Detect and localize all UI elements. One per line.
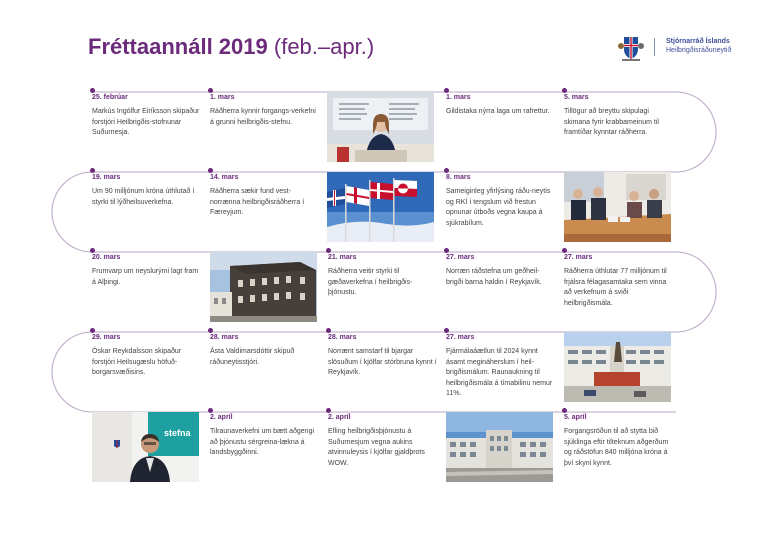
entry-text: Efling heilbrigðisþjónustu á Suðurnesjum vegna aukins atvinnuleysis í kjölfar gjaldþrots WOW. xyxy=(328,428,425,467)
entry-date: 8. mars xyxy=(446,174,471,181)
title-period: (feb.–apr.) xyxy=(273,34,375,59)
timeline-dot xyxy=(444,88,449,93)
timeline-entry xyxy=(564,92,674,139)
entry-text: Um 90 milljónum króna úthlutað í styrki til lýðheilsuverkefna. xyxy=(92,188,195,206)
timeline-entry xyxy=(92,172,202,208)
entry-text: Óskar Reykdalsson skipaður forstjóri Heilsugæslu höfuð-borgarsvæðisins. xyxy=(92,348,182,376)
timeline-dot xyxy=(326,408,331,413)
timeline-dot xyxy=(90,328,95,333)
timeline-dot xyxy=(562,408,567,413)
entry-date: 28. mars xyxy=(210,334,239,341)
timeline-entry xyxy=(210,92,320,128)
photo-hospital-building xyxy=(564,332,671,402)
timeline-dot xyxy=(208,88,213,93)
timeline-dot xyxy=(444,328,449,333)
entry-text: Ráðherra sækir fund vest-norrænna heilbrigðisráðherra í Færeyjum. xyxy=(210,188,305,216)
photo-meeting-table xyxy=(564,172,671,242)
entry-date: 1. mars xyxy=(210,94,235,101)
timeline-dot xyxy=(90,168,95,173)
timeline-entry xyxy=(92,92,202,139)
entry-text: Norræn ráðstefna um geðheil-brigði barna haldin í Reykjavík. xyxy=(446,268,542,286)
timeline-entry xyxy=(564,252,674,309)
entry-date: 14. mars xyxy=(210,174,239,181)
entry-text: Norrænt samstarf til bjargar slösuðum í kjölfar stórbruna kynnt í Reykjavík. xyxy=(328,348,437,376)
entry-date: 2. apríl xyxy=(328,414,351,421)
entry-text: Sameiginleg yfirlýsing ráðu-neytis og RKÍ í tengslum við frestun opnunar útboðs vegna kaupa á sjúkrabílum. xyxy=(446,188,551,227)
timeline-dot xyxy=(326,248,331,253)
entry-text: Tilraunaverkefni um bætt aðgengi að þjónustu sérgreina-lækna á landsbyggðinni. xyxy=(210,428,315,456)
entry-text: Ráðherra kynnir forgangs-verkefni á grunni heilbrigðis-stefnu. xyxy=(210,108,316,126)
timeline-entry xyxy=(210,172,320,219)
entry-date: 28. mars xyxy=(328,334,357,341)
entry-text: Forgangsröðun til að stytta bið sjúklinga eftir tilteknum aðgerðum og ráðstöfun 840 milljóna króna á því skyni kynnt. xyxy=(564,428,669,467)
timeline-dot xyxy=(444,168,449,173)
entry-text: Tillögur að breyttu skipulagi skimana fyrir krabbameinum til framtíðar kynntar ráðherra. xyxy=(564,108,659,136)
photo-minister-at-desk xyxy=(327,92,434,162)
entry-text: Ráðherra úthlutar 77 milljónum til frjálsra félagasamtaka sem vinna að verkefnum á sviði heilbrigðismála. xyxy=(564,268,667,307)
entry-text: Markús Ingólfur Eiríksson skipaður forstjóri Heilbrigðis-stofnunar Suðurnesja. xyxy=(92,108,200,136)
timeline-dot xyxy=(208,168,213,173)
entry-text: Fjármálaáætlun til 2024 kynnt ásamt megináherslum í heil-brigðismálum. Raunaukning til heilbrigðismála á tímabilinu nemur 11%. xyxy=(446,348,553,397)
entry-date: 2. apríl xyxy=(210,414,233,421)
photo-health-center-building xyxy=(446,412,553,482)
timeline-entry xyxy=(328,412,438,469)
entry-date: 20. mars xyxy=(92,254,121,261)
timeline-entry xyxy=(446,252,556,288)
entry-date: 27. mars xyxy=(564,254,593,261)
entry-date: 29. mars xyxy=(92,334,121,341)
timeline-entry xyxy=(446,332,556,400)
timeline-dot xyxy=(444,248,449,253)
entry-text: Gildistaka nýrra laga um rafrettur. xyxy=(446,108,550,115)
entry-date: 5. mars xyxy=(564,94,589,101)
timeline-entry xyxy=(328,252,438,299)
timeline-entry xyxy=(210,332,320,368)
photo-nordic-flags xyxy=(327,172,434,242)
timeline-entry xyxy=(92,252,202,288)
org-line2: Heilbrigðisráðuneytið xyxy=(666,47,732,54)
timeline-entry xyxy=(446,92,556,118)
photo-man-at-podium xyxy=(92,412,199,482)
entry-date: 25. febrúar xyxy=(92,94,128,101)
entry-date: 27. mars xyxy=(446,334,475,341)
timeline-dot xyxy=(562,248,567,253)
timeline-entry xyxy=(446,172,556,229)
entry-text: Ráðherra veitir styrki til gæðaverkefna í heilbrigðis-þjónustu. xyxy=(328,268,413,296)
timeline-entry xyxy=(210,412,320,459)
timeline-dot xyxy=(90,248,95,253)
photo-old-stone-building xyxy=(210,252,317,322)
entry-date: 21. mars xyxy=(328,254,357,261)
timeline-dot xyxy=(208,328,213,333)
title-main: Fréttaannáll 2019 xyxy=(88,34,268,59)
entry-date: 27. mars xyxy=(446,254,475,261)
timeline-dot xyxy=(208,408,213,413)
org-line1: Stjórnarráð Íslands xyxy=(666,38,730,45)
timeline-dot xyxy=(90,88,95,93)
entry-date: 5. apríl xyxy=(564,414,587,421)
entry-text: Ásta Valdimarsdóttir skipuð ráðuneytisstjóri. xyxy=(210,348,295,366)
entry-date: 19. mars xyxy=(92,174,121,181)
timeline-entry xyxy=(564,412,674,469)
timeline-entry xyxy=(328,332,438,379)
timeline-dot xyxy=(562,88,567,93)
entry-date: 1. mars xyxy=(446,94,471,101)
timeline-entry xyxy=(92,332,202,379)
entry-text: Frumvarp um neyslurými lagt fram á Alþingi. xyxy=(92,268,199,286)
timeline-dot xyxy=(326,328,331,333)
photo-wall-text: stefna xyxy=(164,428,191,438)
